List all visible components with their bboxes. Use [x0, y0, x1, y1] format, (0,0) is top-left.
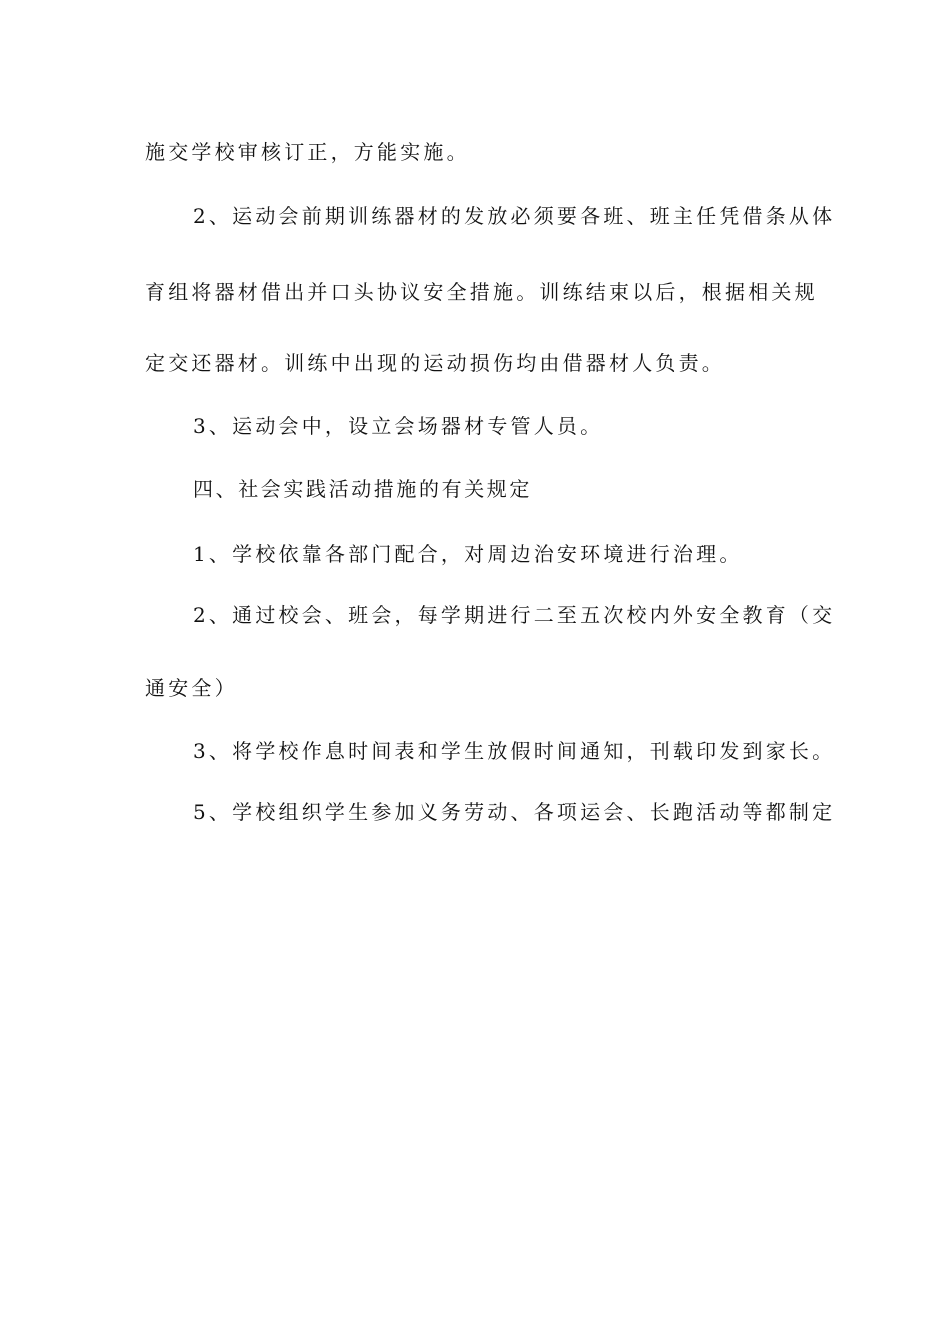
section-heading: 四、社会实践活动措施的有关规定 — [193, 477, 532, 501]
paragraph-line: 5、学校组织学生参加义务劳动、各项运会、长跑活动等都制定 — [193, 800, 836, 824]
paragraph-line: 育组将器材借出并口头协议安全措施。训练结束以后，根据相关规 — [145, 280, 818, 304]
paragraph-line: 2、运动会前期训练器材的发放必须要各班、班主任凭借条从体 — [193, 204, 836, 228]
paragraph-line: 3、运动会中，设立会场器材专管人员。 — [193, 414, 604, 438]
paragraph-line: 施交学校审核订正，方能实施。 — [145, 140, 470, 164]
paragraph-line: 3、将学校作息时间表和学生放假时间通知，刊载印发到家长。 — [193, 739, 836, 763]
paragraph-line: 定交还器材。训练中出现的运动损伤均由借器材人负责。 — [145, 351, 725, 375]
paragraph-line: 通安全） — [145, 676, 238, 700]
paragraph-line: 2、通过校会、班会，每学期进行二至五次校内外安全教育（交 — [193, 603, 836, 627]
paragraph-line: 1、学校依靠各部门配合，对周边治安环境进行治理。 — [193, 542, 743, 566]
